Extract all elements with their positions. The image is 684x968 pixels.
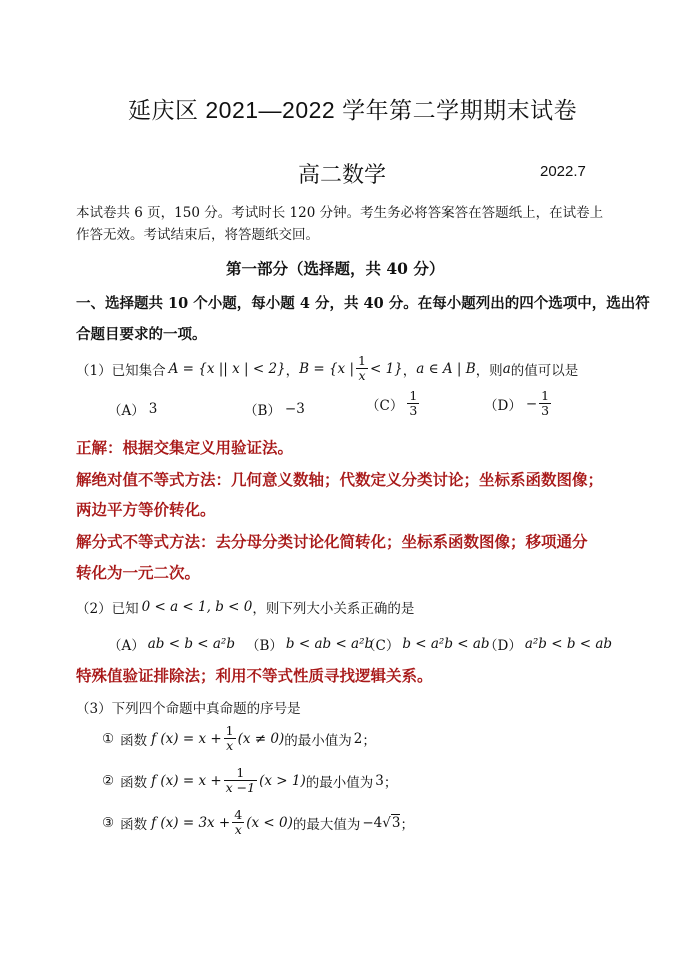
domain-condition: (x > 1) — [259, 772, 306, 789]
proposition-text: 的最大值为 — [292, 816, 361, 833]
proposition-text: 的最小值为 — [305, 774, 374, 791]
question-text: 下列四个命题中真命题的序号是 — [111, 701, 301, 717]
extreme-value: −4 — [362, 814, 383, 831]
intro-line-2: 作答无效。考试结束后，将答题纸交回。 — [76, 227, 319, 243]
question-1 — [76, 354, 578, 383]
separator: ； — [383, 774, 398, 791]
note-fraction-inequality: 解分式不等式方法：去分母分类讨论化简转化；坐标系函数图像；移项通分 — [76, 532, 588, 551]
domain-condition: (x < 0) — [246, 814, 293, 831]
option-b[interactable] — [244, 399, 305, 419]
circled-number: ① — [102, 730, 115, 747]
exam-subject: 高二数学 — [298, 163, 387, 188]
function-expression: f (x) = x + — [151, 730, 222, 747]
note-fraction-inequality-cont: 转化为一元二次。 — [76, 563, 201, 582]
option-label: （C） — [362, 638, 400, 654]
option-label: （C） — [366, 397, 404, 414]
fraction-denominator: 3 — [409, 403, 418, 418]
fraction-numerator: 1 — [409, 388, 418, 403]
option-value: b < a²b < ab — [402, 636, 490, 652]
fraction-denominator: 3 — [541, 403, 550, 418]
variable: a — [502, 360, 511, 377]
option-a[interactable] — [108, 399, 157, 419]
separator: ； — [362, 732, 376, 749]
intro-line-1: 本试卷共 6 页，150 分。考试时长 120 分钟。考生务必将答案答在答题纸上，在试卷上 — [76, 205, 604, 221]
question-text: 已知集合 — [111, 362, 166, 379]
part-heading: 第一部分（选择题，共 40 分） — [226, 259, 445, 278]
question-number: （1） — [76, 362, 112, 379]
question-3 — [76, 697, 301, 717]
radicand: 3 — [391, 814, 401, 831]
question-text: ，则下列大小关系正确的是 — [252, 601, 415, 617]
condition: a ∈ A | B — [416, 360, 476, 377]
extreme-value: 3 — [375, 772, 384, 789]
set-b-prefix: B = {x | — [299, 360, 355, 377]
section-instruction-line-1: 一、选择题共 10 个小题，每小题 4 分，共 40 分。在每小题列出的四个选项中，选出符 — [76, 295, 650, 312]
fraction-numerator: 4 — [234, 807, 243, 822]
proposition-3 — [102, 808, 414, 837]
fraction-numerator: 1 — [541, 388, 550, 403]
proposition-text: 函数 — [120, 816, 148, 833]
option-d[interactable] — [484, 389, 551, 418]
exam-title: 延庆区 2021—2022 学年第二学期期末试卷 — [128, 97, 578, 123]
set-a: A = {x || x | < 2} — [168, 360, 286, 377]
condition: 0 < a < 1, b < 0 — [141, 599, 253, 615]
fraction — [224, 766, 257, 795]
option-c[interactable] — [362, 634, 490, 654]
question-text: 已知 — [111, 601, 139, 617]
fraction — [539, 389, 551, 418]
separator: ； — [400, 816, 414, 833]
proposition-text: 函数 — [120, 732, 148, 749]
extreme-value: 2 — [353, 730, 363, 747]
fraction — [232, 808, 244, 837]
fraction — [407, 389, 419, 418]
option-value: ab < b < a²b — [147, 636, 235, 652]
question-number: （2） — [76, 601, 112, 617]
proposition-text: 的最小值为 — [284, 732, 352, 749]
option-label: （D） — [484, 638, 522, 654]
fraction-denominator: x — [234, 822, 242, 837]
fraction-denominator: x — [358, 368, 366, 383]
fraction-numerator: 1 — [358, 353, 366, 368]
proposition-text: 函数 — [120, 774, 148, 791]
question-number: （3） — [76, 701, 112, 717]
fraction-numerator: 1 — [224, 766, 257, 781]
domain-condition: (x ≠ 0) — [237, 730, 285, 747]
minus-sign: − — [525, 395, 538, 412]
note-correct-solution: 正解：根据交集定义用验证法。 — [76, 438, 294, 457]
option-label: （B） — [246, 638, 283, 654]
exam-date: 2022.7 — [540, 163, 586, 180]
square-root: √3 — [382, 814, 401, 831]
fraction — [356, 354, 368, 383]
option-label: （A） — [108, 403, 145, 419]
set-b-suffix: < 1} — [369, 360, 403, 377]
option-value: 3 — [148, 401, 158, 417]
separator: ， — [285, 362, 300, 379]
question-text: ，则 — [475, 362, 503, 379]
fraction-numerator: 1 — [225, 723, 234, 738]
section-instruction-line-2: 合题目要求的一项。 — [76, 326, 207, 343]
fraction — [224, 724, 236, 753]
option-b[interactable] — [246, 634, 373, 654]
note-absolute-inequality: 解绝对值不等式方法：几何意义数轴；代数定义分类讨论；坐标系函数图像； — [76, 470, 604, 489]
separator: ， — [402, 362, 417, 379]
option-value: −3 — [284, 401, 305, 417]
option-a[interactable] — [108, 634, 235, 654]
fraction-denominator: x — [226, 738, 234, 753]
option-d[interactable] — [484, 634, 612, 654]
function-expression: f (x) = 3x + — [151, 814, 231, 831]
option-value: b < ab < a²b — [285, 636, 374, 652]
proposition-1 — [102, 724, 376, 753]
option-label: （D） — [484, 397, 522, 414]
question-text: 的值可以是 — [510, 362, 579, 379]
question-2 — [76, 597, 414, 617]
proposition-2 — [102, 766, 397, 795]
fraction-denominator: x −1 — [225, 780, 256, 795]
function-expression: f (x) = x + — [151, 772, 222, 789]
note-special-values: 特殊值验证排除法；利用不等式性质寻找逻辑关系。 — [76, 666, 433, 685]
option-value: a²b < b < ab — [524, 636, 613, 652]
option-label: （A） — [108, 638, 145, 654]
circled-number: ② — [102, 772, 115, 789]
option-label: （B） — [244, 403, 281, 419]
note-absolute-inequality-cont: 两边平方等价转化。 — [76, 500, 216, 519]
circled-number: ③ — [102, 814, 115, 831]
option-c[interactable] — [366, 389, 419, 418]
